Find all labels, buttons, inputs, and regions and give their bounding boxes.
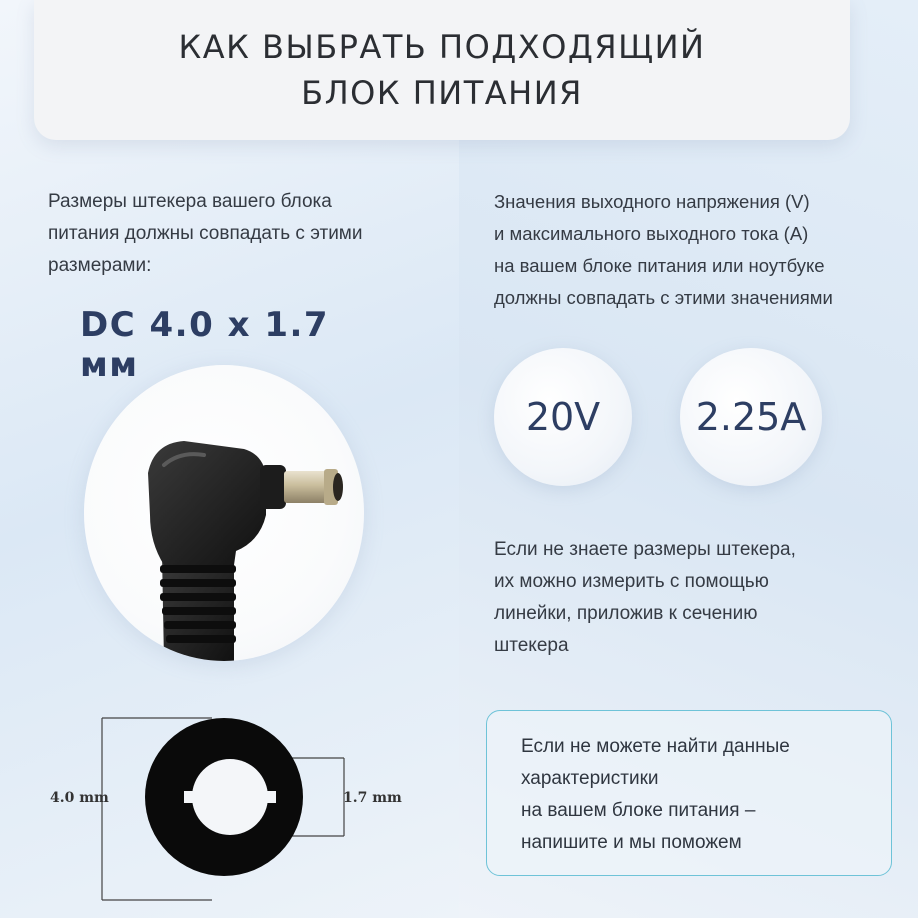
text-line: на вашем блоке питания или ноутбуке (494, 255, 825, 276)
inner-hole (192, 759, 268, 835)
text-line: должны совпадать с этими значениями (494, 287, 833, 308)
text-line: Размеры штекера вашего блока (48, 191, 332, 212)
plug-cross-section-diagram (40, 700, 430, 918)
measure-description (494, 534, 894, 662)
plug-size-description (48, 186, 428, 282)
text-line: напишите и мы поможем (521, 832, 742, 853)
voltage-badge: 20V (494, 348, 632, 486)
text-line: на вашем блоке питания – (521, 800, 756, 821)
page-title-line-2: БЛОК ПИТАНИЯ (301, 74, 583, 112)
contact-us-box (486, 710, 892, 876)
current-badge: 2.25A (680, 348, 822, 486)
voltage-current-description (494, 186, 894, 314)
text-line: размерами: (48, 255, 152, 276)
text-line: их можно измерить с помощью (494, 571, 769, 592)
plug-illustration (84, 365, 364, 661)
text-line: и максимального выходного тока (A) (494, 223, 809, 244)
plug-photo (84, 365, 364, 661)
text-line: питания должны совпадать с этими (48, 223, 363, 244)
text-line: Значения выходного напряжения (V) (494, 191, 810, 212)
text-line: линейки, приложив к сечению (494, 603, 758, 624)
text-line: Если не можете найти данные (521, 736, 790, 757)
dc-size-heading: DC 4.0 x 1.7 мм (80, 305, 330, 385)
text-line: характеристики (521, 768, 659, 789)
title-banner (34, 0, 850, 140)
outer-diameter-label: 4.0 mm (50, 790, 109, 806)
inner-diameter-label: 1.7 mm (343, 790, 402, 806)
text-line: Если не знаете размеры штекера, (494, 539, 796, 560)
page-title-line-1: КАК ВЫБРАТЬ ПОДХОДЯЩИЙ (178, 28, 706, 66)
text-line: штекера (494, 635, 569, 656)
